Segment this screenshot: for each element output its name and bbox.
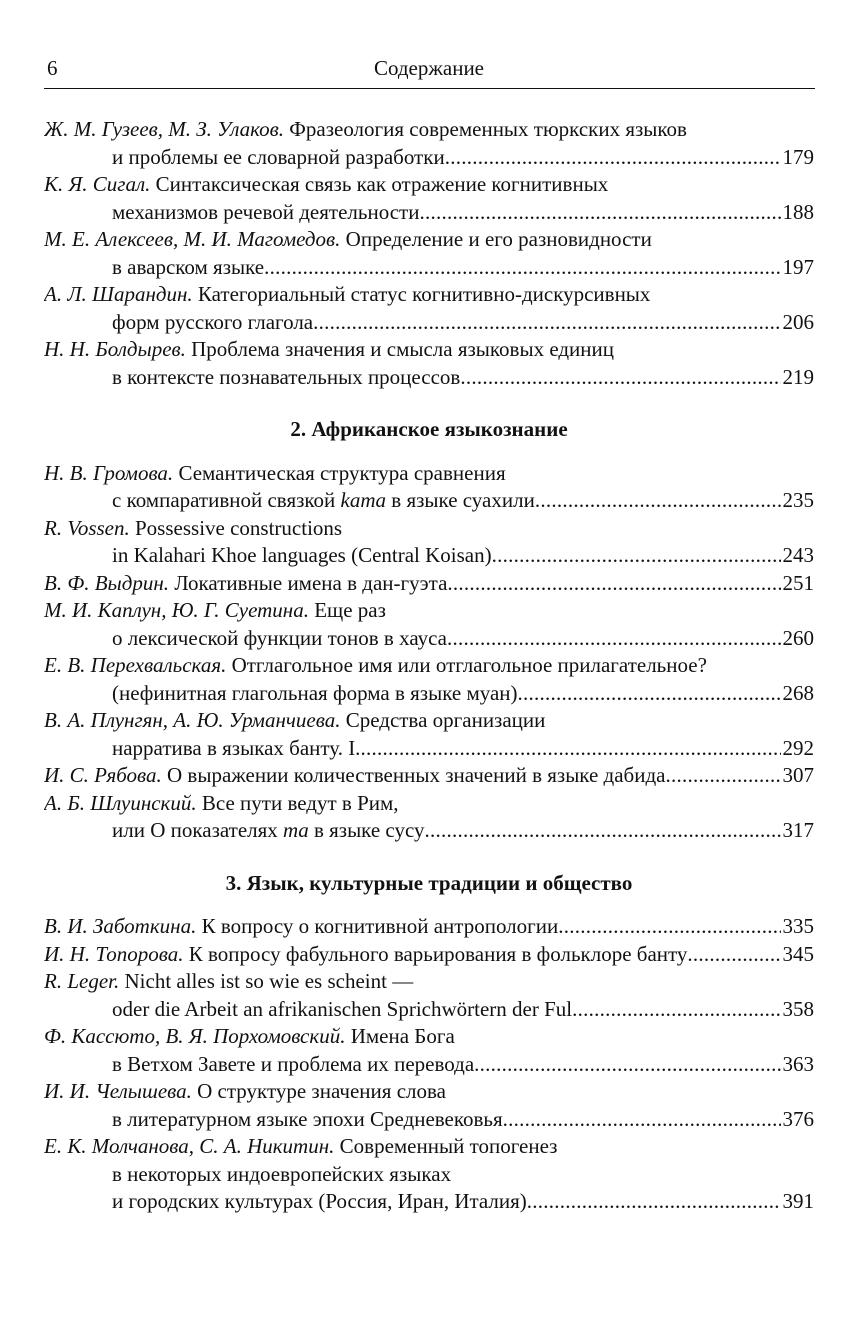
entry-title: Имена Бога <box>350 1024 455 1048</box>
toc-entry[interactable] <box>44 968 814 1023</box>
entry-title: в литературном языке эпохи Средневековья <box>112 1106 503 1131</box>
entry-author: М. И. Каплун, Ю. Г. Суетина. <box>44 598 309 622</box>
entry-line <box>44 309 814 337</box>
entry-page: 268 <box>782 680 814 705</box>
entry-page: 219 <box>782 364 814 389</box>
entry-line <box>44 597 814 625</box>
entry-title: Possessive constructions <box>135 515 343 540</box>
entry-title: в контексте познавательных процессов <box>112 364 461 389</box>
entry-title: in Kalahari Khoe languages (Central Koisan) <box>112 543 492 567</box>
entry-line <box>44 652 814 680</box>
entry-text <box>112 1188 527 1216</box>
entry-author: К. Я. Сигал. <box>44 172 151 196</box>
toc-entry[interactable] <box>44 652 814 707</box>
toc-entry[interactable] <box>44 226 814 281</box>
entry-text <box>112 735 360 763</box>
entry-line <box>44 1078 814 1106</box>
entry-title: в Ветхом Завете и проблема их перевода <box>112 1051 475 1076</box>
toc-section <box>44 870 814 1216</box>
dot-leader <box>445 144 781 172</box>
entry-text <box>112 625 447 653</box>
entry-page: 235 <box>782 488 814 512</box>
entry-title-part: в языке суахили <box>386 488 535 512</box>
entry-author: Е. В. Перехвальская. <box>44 653 227 677</box>
entry-title-part: с компаративной связкой <box>112 488 341 512</box>
entry-author: R. Leger. <box>44 969 120 993</box>
toc-entry[interactable] <box>44 913 814 941</box>
entry-line <box>44 625 814 653</box>
entry-title: и городских культурах (Россия, Иран, Италия) <box>112 1189 527 1213</box>
toc-entry[interactable] <box>44 515 814 570</box>
entry-text <box>112 542 492 570</box>
entry-title: Современный топогенез <box>339 1134 558 1158</box>
toc-entry[interactable] <box>44 597 814 652</box>
entry-line <box>44 762 814 790</box>
entry-line <box>44 281 814 309</box>
entry-title: Все пути ведут в Рим, <box>201 790 399 815</box>
entry-author: Ф. Кассюто, В. Я. Порхомовский. <box>44 1024 346 1048</box>
section-title: 3. Язык, культурные традиции и общество <box>225 870 633 895</box>
toc-entry[interactable] <box>44 1133 814 1216</box>
toc-entry[interactable] <box>44 790 814 845</box>
entry-author: Е. К. Молчанова, С. А. Никитин. <box>44 1134 335 1158</box>
entry-page: 376 <box>782 1106 814 1131</box>
toc-entry[interactable] <box>44 707 814 762</box>
header-rule <box>44 88 815 89</box>
toc-entry[interactable] <box>44 1078 814 1133</box>
entry-page: 260 <box>782 625 814 650</box>
entry-title-part: в языке сусу <box>308 818 425 842</box>
entry-text <box>44 762 665 790</box>
entry-line <box>44 1023 814 1051</box>
entry-line <box>44 735 814 763</box>
entry-title: нарратива в языках банту. I. <box>112 735 361 760</box>
book-page <box>44 0 814 1332</box>
entry-page: 197 <box>782 254 814 279</box>
entry-author: Н. В. Громова. <box>44 460 174 485</box>
entry-title: Еще раз <box>314 598 386 622</box>
entry-title: о лексической функции тонов в хауса <box>112 625 447 650</box>
entry-author: В. А. Плунгян, А. Ю. Урманчиева. <box>44 708 341 732</box>
dot-leader <box>665 762 780 790</box>
entry-title-italic: ma <box>283 818 309 842</box>
entry-title: О структуре значения слова <box>197 1079 446 1103</box>
entry-text <box>44 941 687 969</box>
entry-line <box>44 996 814 1024</box>
dot-leader <box>313 309 780 337</box>
dot-leader <box>558 913 780 941</box>
entry-title: О выражении количественных значений в языке дабида <box>167 763 666 787</box>
dot-leader <box>527 1188 781 1216</box>
entry-line <box>44 1051 814 1079</box>
entry-line <box>44 790 814 818</box>
entry-title-italic: kama <box>340 488 387 512</box>
dot-leader <box>474 1051 780 1079</box>
entry-page: 345 <box>782 941 814 966</box>
entry-author: А. Б. Шлуинский. <box>44 790 197 815</box>
entry-title: (нефинитная глагольная форма в языке муан) <box>112 680 518 705</box>
entry-title: в аварском языке <box>112 254 265 279</box>
entry-author: А. Л. Шарандин. <box>44 282 193 306</box>
entry-title: Проблема значения и смысла языковых единиц <box>191 337 615 361</box>
entry-text <box>112 680 518 708</box>
entry-title: Категориальный статус когнитивно-дискурсивных <box>197 282 651 306</box>
dot-leader <box>447 570 780 598</box>
entry-line <box>44 226 814 254</box>
dot-leader <box>419 199 780 227</box>
entry-line <box>44 913 814 941</box>
entry-title: Семантическая структура сравнения <box>178 460 506 485</box>
running-title: Содержание <box>373 56 485 80</box>
dot-leader <box>518 680 781 708</box>
entry-page: 243 <box>782 543 814 567</box>
entry-page: 206 <box>782 309 814 334</box>
toc-entry[interactable] <box>44 336 814 391</box>
entry-author: В. Ф. Выдрин. <box>44 570 170 595</box>
entry-title: Nicht alles ist so wie es scheint — <box>124 969 414 993</box>
entry-text <box>112 996 572 1024</box>
entry-line <box>44 817 814 845</box>
entry-author: В. И. Заботкина. <box>44 914 197 938</box>
entry-line <box>44 364 814 392</box>
dot-leader <box>535 487 781 515</box>
entry-title-part: или О показателях <box>112 818 284 842</box>
entry-title: К вопросу фабульного варьирования в фольклоре банту <box>188 941 688 966</box>
entry-author: М. Е. Алексеев, М. И. Магомедов. <box>44 227 341 251</box>
entry-author: И. И. Челышева. <box>44 1079 192 1103</box>
entry-text <box>44 570 447 598</box>
entry-line <box>44 1188 814 1216</box>
entry-title: Фразеология современных тюркских языков <box>289 117 687 141</box>
entry-text <box>112 1051 474 1079</box>
dot-leader <box>264 254 780 282</box>
entry-title: oder die Arbeit an afrikanischen Sprichwörtern der Ful <box>112 996 573 1021</box>
entry-text <box>112 309 313 337</box>
entry-line <box>44 254 814 282</box>
entry-page: 307 <box>782 763 814 787</box>
entry-title: форм русского глагола <box>112 309 314 334</box>
toc-entry[interactable] <box>44 762 814 790</box>
entry-page: 363 <box>782 1051 814 1076</box>
page-number: 6 <box>47 56 58 80</box>
entry-line <box>44 116 814 144</box>
dot-leader <box>460 364 780 392</box>
entry-text <box>112 487 535 515</box>
entry-page: 358 <box>782 996 814 1021</box>
entry-author: И. Н. Топорова. <box>44 941 184 966</box>
section-title: 2. Африканское языкознание <box>290 417 568 441</box>
entry-page: 251 <box>782 570 814 595</box>
toc-entry[interactable] <box>44 460 814 515</box>
entry-page: 188 <box>782 199 814 224</box>
entry-line <box>44 707 814 735</box>
entry-line <box>44 199 814 227</box>
toc-entry[interactable] <box>44 116 814 171</box>
toc-section <box>44 416 814 845</box>
entry-text <box>112 364 460 392</box>
entry-line <box>44 487 814 515</box>
entry-page: 179 <box>782 144 814 169</box>
entry-author: R. Vossen. <box>44 515 130 540</box>
dot-leader <box>425 817 781 845</box>
entry-line <box>44 570 814 598</box>
entry-line <box>44 1106 814 1134</box>
dot-leader <box>572 996 780 1024</box>
toc-entry[interactable] <box>44 281 814 336</box>
entry-text <box>112 199 419 227</box>
toc-entry[interactable] <box>44 171 814 226</box>
table-of-contents <box>44 116 814 1216</box>
dot-leader <box>503 1106 781 1134</box>
entry-title: Синтаксическая связь как отражение когнитивных <box>155 172 609 196</box>
entry-line <box>44 1133 814 1161</box>
dot-leader <box>447 625 781 653</box>
entry-author: Ж. М. Гузеев, М. З. Улаков. <box>44 117 285 141</box>
entry-text <box>112 254 264 282</box>
entry-title: Отглагольное имя или отглагольное прилагательное? <box>231 653 707 677</box>
entry-page: 292 <box>782 735 814 760</box>
entry-line <box>44 941 814 969</box>
entry-page: 391 <box>782 1189 814 1213</box>
entry-text <box>112 144 445 172</box>
entry-line <box>44 680 814 708</box>
dot-leader <box>360 735 780 763</box>
entry-title: Локативные имена в дан-гуэта <box>174 570 448 595</box>
toc-entry[interactable] <box>44 941 814 969</box>
entry-title: Определение и его разновидности <box>345 227 652 251</box>
page-header <box>44 52 814 84</box>
entry-page: 335 <box>782 914 814 938</box>
entry-line: в некоторых индоевропейских языках <box>112 1161 452 1186</box>
entry-line <box>44 336 814 364</box>
entry-line <box>44 460 814 488</box>
entry-text <box>44 913 558 941</box>
dot-leader <box>492 542 781 570</box>
entry-line <box>44 171 814 199</box>
toc-section <box>44 116 814 391</box>
entry-title: и проблемы ее словарной разработки <box>112 144 445 169</box>
toc-entry[interactable] <box>44 570 814 598</box>
entry-line <box>44 542 814 570</box>
entry-author: И. С. Рябова. <box>44 763 162 787</box>
dot-leader <box>687 941 780 969</box>
entry-line <box>44 515 814 543</box>
entry-text <box>112 1106 503 1134</box>
entry-author: Н. Н. Болдырев. <box>44 337 186 361</box>
toc-entry[interactable] <box>44 1023 814 1078</box>
entry-title: Средства организации <box>345 708 546 732</box>
entry-line <box>44 144 814 172</box>
entry-text <box>112 817 425 845</box>
entry-page: 317 <box>782 818 814 842</box>
entry-line <box>44 968 814 996</box>
entry-title: механизмов речевой деятельности <box>112 199 420 224</box>
entry-title: К вопросу о когнитивной антропологии <box>201 914 559 938</box>
